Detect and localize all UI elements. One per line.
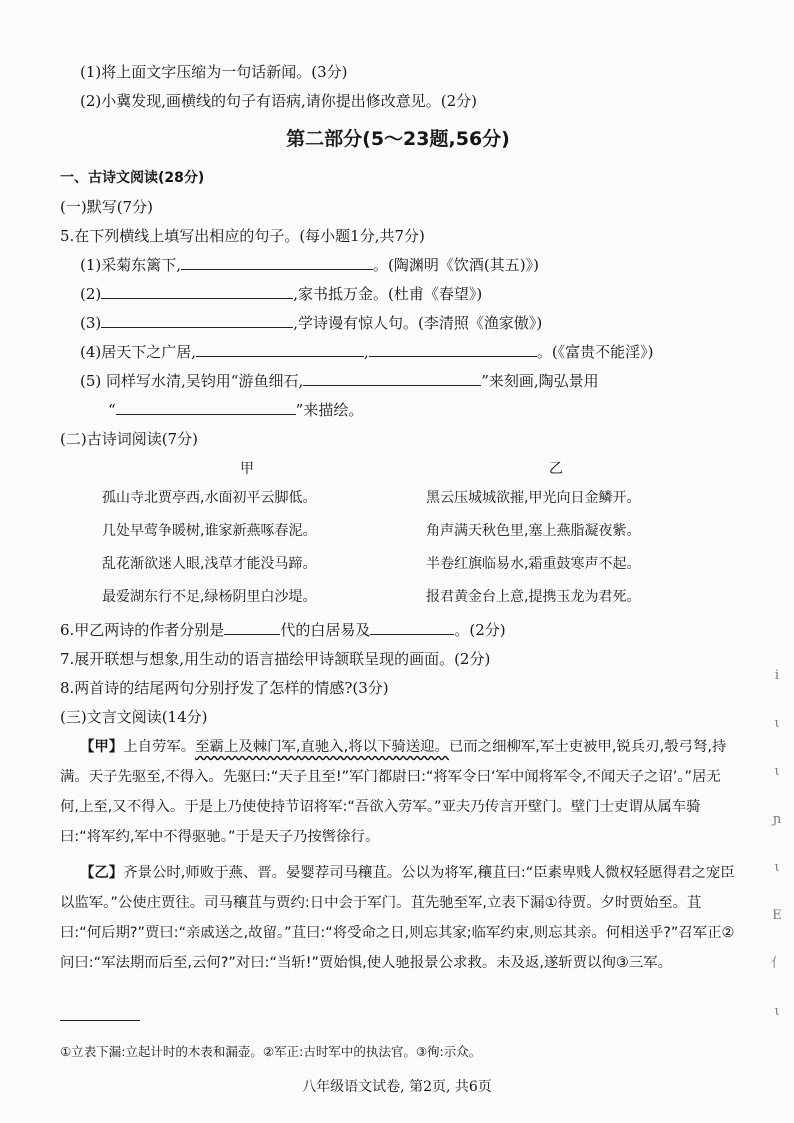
answer-blank[interactable] (196, 339, 364, 357)
poem-b (426, 456, 686, 614)
answer-blank[interactable] (369, 339, 537, 357)
poem-line: 几处早莺争暖树,谁家新燕啄春泥。 (102, 523, 317, 539)
answer-blank[interactable] (303, 368, 481, 386)
question-2: (2)小冀发现,画横线的句子有语病,请你提出修改意见。(2分) (80, 92, 478, 110)
poem-b-title: 乙 (549, 461, 563, 477)
edge-char: ι (774, 860, 780, 875)
subsection-title-classical: (三)文言文阅读(14分) (60, 708, 208, 726)
poem-line: 乱花渐欲迷人眼,浅草才能没马蹄。 (102, 556, 317, 572)
footnote-divider (60, 1020, 140, 1021)
part-title: 第二部分(5～23题,56分) (286, 128, 510, 150)
passage-b-body: 齐景公时,师败于燕、晋。晏婴荐司马穰苴。公以为将军,穰苴曰:“臣素卑贱人微权轻愿得君之宠臣以监军。”公使庄贾往。司马穰苴与贾约:日中会于军门。苴先驰至军,立表下漏①待贾。夕时贾始至。苴曰:“何后期?”贾曰:“亲戚送之,故留。”苴曰:“将受命之日,则忘其家;临军约束,则忘其亲。何相送乎?”召军正②问曰:“军法期而后至,云何?”对曰:“当斩!”贾始惧,使人驰报景公求救。未及返,遂斩贾以徇③三军。 (60, 865, 735, 971)
q6-mid: 代的白居易及 (280, 621, 371, 639)
q5-item-4-mid: , (364, 343, 369, 361)
answer-blank[interactable] (101, 281, 293, 299)
poem-a-title: 甲 (240, 461, 254, 477)
poem-line: 最爱湖东行不足,绿杨阴里白沙堤。 (102, 589, 317, 605)
subsection-title-dictation: (一)默写(7分) (60, 198, 153, 216)
passage-b (60, 858, 736, 978)
q5-item-1-suffix: 。(陶渊明《饮酒(其五)》) (373, 256, 539, 274)
poem-columns (60, 456, 736, 614)
q5-item-1-prefix: (1)采菊东篱下, (80, 256, 182, 274)
passage-a-opening: 上自劳军。 (123, 739, 196, 755)
q5-item-5-suffix: ”来描绘。 (295, 401, 364, 419)
passage-b-tag: 【乙】 (80, 865, 124, 881)
q6-prefix: 6.甲乙两诗的作者分别是 (60, 621, 225, 639)
poem-line: 孤山寺北贾亭西,水面初平云脚低。 (102, 490, 317, 506)
page-footer: 八年级语文试卷, 第2页, 共6页 (302, 1079, 492, 1095)
question-5-stem: 5.在下列横线上填写出相应的句子。(每小题1分,共7分) (60, 227, 425, 245)
q6-suffix: 。(2分) (454, 621, 506, 639)
poem-line: 半卷红旗临易水,霜重鼓寒声不起。 (426, 556, 641, 572)
q5-item-5-line2 (60, 396, 736, 425)
q5-item-2-suffix: ,家书抵万金。(杜甫《春望》) (293, 285, 483, 303)
edge-char: ɲ (772, 812, 782, 827)
subsection-title-poetry: (二)古诗词阅读(7分) (60, 430, 198, 448)
answer-blank[interactable] (181, 252, 373, 270)
passage-a (60, 732, 736, 852)
passage-a-tag: 【甲】 (80, 739, 124, 755)
q5-item-5-mid: ”来刻画,陶弘景用 (481, 372, 599, 390)
q5-item-4-prefix: (4)居天下之广居, (80, 343, 197, 361)
q5-item-4-suffix: 。(《富贵不能淫》) (536, 343, 654, 361)
poem-line: 角声满天秋色里,塞上燕脂凝夜紫。 (426, 523, 641, 539)
q5-item-5-prefix: (5) 同样写水清,吴钧用“游鱼细石, (80, 372, 304, 390)
answer-blank[interactable] (116, 397, 296, 415)
footnotes: ①立表下漏:立起计时的木表和漏壶。②军正:古时军中的执法官。③徇:示众。 (60, 1044, 482, 1059)
answer-blank[interactable] (370, 617, 454, 635)
q5-item-4 (60, 338, 736, 367)
section-title: 一、古诗文阅读(28分) (60, 170, 205, 186)
q5-item-3-suffix: ,学诗谩有惊人句。(李清照《渔家傲》) (293, 314, 543, 332)
q5-item-2 (60, 280, 736, 309)
passage-a-body: 已而之细柳军,军士吏被甲,锐兵刃,彀弓弩,持满。天子先驱至,不得入。先驱曰:“天子且至!”军门都尉曰:“将军令曰‘军中闻将军令,不闻天子之诏’。”居无何,上至,又不得入。于是上乃使使持节诏将军:“吾欲入劳军。”亚夫乃传言开壁门。壁门士吏谓从属车骑曰:“将军约,军中不得驱驰。”于是天子乃按辔徐行。 (60, 739, 727, 845)
poem-a (102, 456, 392, 614)
q5-item-5-quote-open: “ (108, 401, 116, 419)
answer-blank[interactable] (224, 617, 280, 635)
q5-item-3-prefix: (3) (80, 314, 102, 332)
edge-char: 亻 (770, 956, 784, 971)
edge-char: ι (774, 716, 780, 731)
poem-line: 黑云压城城欲摧,甲光向日金鳞开。 (426, 490, 641, 506)
q5-item-1 (60, 251, 736, 280)
underlined-sentence: 至霸上及棘门军,直驰入,将以下骑送迎。 (195, 739, 449, 755)
question-8: 8.两首诗的结尾两句分别抒发了怎样的情感?(3分) (60, 679, 389, 697)
adjacent-page-edge (764, 652, 790, 1036)
exam-page (60, 58, 736, 978)
question-6 (60, 616, 736, 645)
edge-char: ι (774, 1004, 780, 1019)
edge-char: ι (774, 764, 780, 779)
q5-item-2-prefix: (2) (80, 285, 102, 303)
question-1: (1)将上面文字压缩为一句话新闻。(3分) (80, 63, 348, 81)
q5-item-5 (60, 367, 736, 396)
answer-blank[interactable] (101, 310, 293, 328)
poem-line: 报君黄金台上意,提携玉龙为君死。 (426, 589, 641, 605)
edge-char: i (774, 668, 780, 683)
q5-item-3 (60, 309, 736, 338)
question-7: 7.展开联想与想象,用生动的语言描绘甲诗颔联呈现的画面。(2分) (60, 650, 491, 668)
edge-char: E (772, 908, 782, 923)
